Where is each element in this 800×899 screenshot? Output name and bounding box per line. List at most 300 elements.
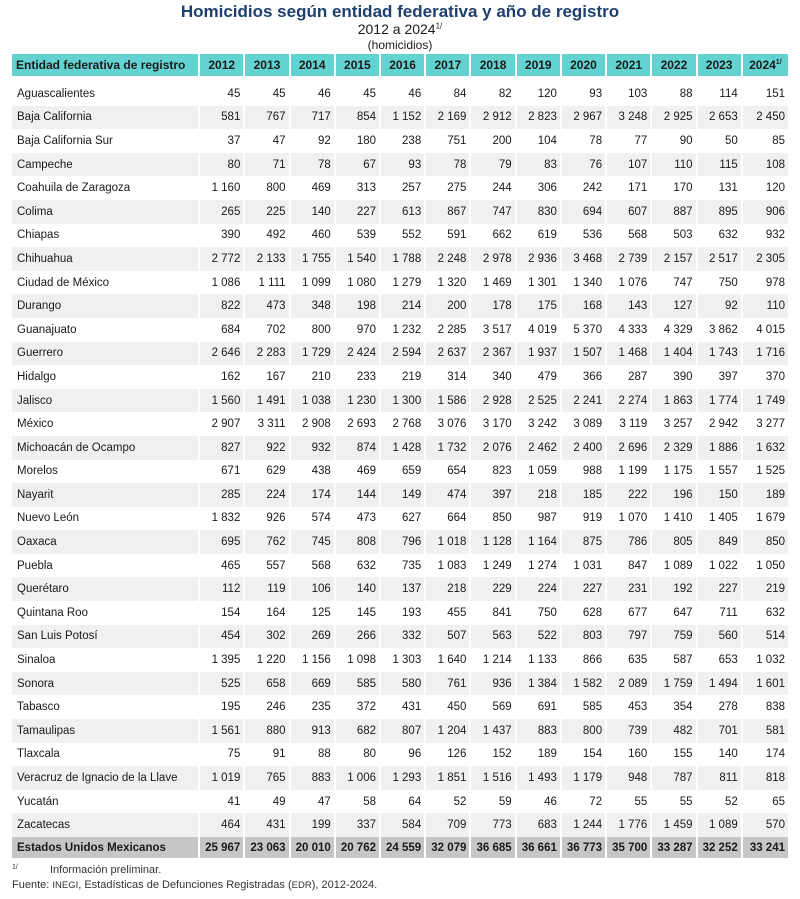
value-cell: 246 bbox=[245, 695, 290, 719]
value-cell: 55 bbox=[652, 790, 697, 814]
value-cell: 751 bbox=[426, 129, 471, 153]
value-cell: 2 329 bbox=[652, 436, 697, 460]
value-cell: 155 bbox=[652, 743, 697, 767]
value-cell: 2 424 bbox=[336, 342, 381, 366]
value-cell: 80 bbox=[200, 153, 245, 177]
value-cell: 2 517 bbox=[698, 247, 743, 271]
value-cell: 1 468 bbox=[607, 342, 652, 366]
value-cell: 140 bbox=[336, 577, 381, 601]
value-cell: 745 bbox=[291, 530, 336, 554]
value-cell: 1 937 bbox=[517, 342, 562, 366]
value-cell: 1 491 bbox=[245, 389, 290, 413]
value-cell: 1 788 bbox=[381, 247, 426, 271]
year-label: 2015 bbox=[344, 58, 371, 72]
value-cell: 120 bbox=[517, 82, 562, 106]
value-cell: 1 384 bbox=[517, 672, 562, 696]
year-footnote-mark: 1/ bbox=[775, 59, 782, 66]
value-cell: 372 bbox=[336, 695, 381, 719]
value-cell: 1 244 bbox=[562, 813, 607, 837]
value-cell: 210 bbox=[291, 365, 336, 389]
value-cell: 525 bbox=[200, 672, 245, 696]
value-cell: 701 bbox=[698, 719, 743, 743]
value-cell: 4 333 bbox=[607, 318, 652, 342]
year-label: 2013 bbox=[253, 58, 281, 72]
value-cell: 110 bbox=[743, 294, 788, 318]
value-cell: 474 bbox=[426, 483, 471, 507]
value-cell: 536 bbox=[562, 224, 607, 248]
value-cell: 552 bbox=[381, 224, 426, 248]
column-header-2012 bbox=[200, 54, 245, 76]
value-cell: 762 bbox=[245, 530, 290, 554]
value-cell: 75 bbox=[200, 743, 245, 767]
value-cell: 492 bbox=[245, 224, 290, 248]
value-cell: 659 bbox=[381, 460, 426, 484]
value-cell: 838 bbox=[765, 701, 785, 714]
value-cell: 1 301 bbox=[517, 271, 562, 295]
value-cell: 47 bbox=[245, 129, 290, 153]
units-label: (homicidios) bbox=[367, 38, 433, 52]
value-cell: 568 bbox=[291, 554, 336, 578]
source-suffix: ), 2012-2024. bbox=[311, 879, 378, 891]
total-value-cell: 36 661 bbox=[517, 837, 562, 858]
value-cell: 112 bbox=[200, 577, 245, 601]
value-cell: 1 459 bbox=[652, 813, 697, 837]
value-cell: 932 bbox=[291, 436, 336, 460]
year-label: 2022 bbox=[660, 58, 688, 72]
value-cell: 830 bbox=[517, 200, 562, 224]
value-cell: 1 320 bbox=[426, 271, 471, 295]
state-name: Ciudad de México bbox=[12, 271, 200, 295]
value-cell: 233 bbox=[336, 365, 381, 389]
value-cell: 127 bbox=[652, 294, 697, 318]
value-cell: 841 bbox=[471, 601, 516, 625]
value-cell: 2 693 bbox=[336, 412, 381, 436]
value-cell: 739 bbox=[607, 719, 652, 743]
value-cell: 773 bbox=[471, 813, 516, 837]
value-cell: 465 bbox=[200, 554, 245, 578]
table-row bbox=[12, 176, 788, 200]
state-name: Tamaulipas bbox=[12, 719, 200, 743]
value-cell: 235 bbox=[291, 695, 336, 719]
value-cell: 765 bbox=[245, 766, 290, 790]
state-name: Hidalgo bbox=[12, 365, 200, 389]
value-cell: 189 bbox=[517, 743, 562, 767]
value-cell: 71 bbox=[245, 153, 290, 177]
value-cell: 3 248 bbox=[607, 106, 652, 130]
table-row bbox=[12, 247, 788, 271]
value-cell: 1 886 bbox=[698, 436, 743, 460]
value-cell: 397 bbox=[471, 483, 516, 507]
value-cell: 1 405 bbox=[698, 507, 743, 531]
value-cell: 49 bbox=[245, 790, 290, 814]
value-cell: 200 bbox=[426, 294, 471, 318]
value-cell: 119 bbox=[245, 577, 290, 601]
value-cell: 55 bbox=[607, 790, 652, 814]
table-row bbox=[12, 365, 788, 389]
total-value-cell: 33 287 bbox=[652, 837, 697, 858]
value-cell: 224 bbox=[245, 483, 290, 507]
value-cell: 78 bbox=[562, 129, 607, 153]
value-cell: 332 bbox=[381, 625, 426, 649]
year-label: 2014 bbox=[298, 58, 326, 72]
value-cell: 1 507 bbox=[562, 342, 607, 366]
value-cell: 225 bbox=[245, 200, 290, 224]
column-header-2015 bbox=[336, 54, 381, 76]
value-cell: 1 032 bbox=[756, 654, 785, 667]
table-row bbox=[12, 625, 788, 649]
value-cell: 570 bbox=[743, 813, 788, 837]
value-cell: 79 bbox=[471, 153, 516, 177]
value-cell: 84 bbox=[426, 82, 471, 106]
page-title: Homicidios según entidad federativa y año de registro bbox=[180, 2, 620, 21]
state-name: Querétaro bbox=[12, 577, 200, 601]
value-cell: 104 bbox=[517, 129, 562, 153]
state-name: Morelos bbox=[12, 460, 200, 484]
value-cell: 747 bbox=[471, 200, 516, 224]
value-cell: 800 bbox=[291, 318, 336, 342]
state-name: Quintana Roo bbox=[12, 601, 200, 625]
value-cell: 2 241 bbox=[562, 389, 607, 413]
value-cell: 709 bbox=[426, 813, 471, 837]
value-cell: 180 bbox=[336, 129, 381, 153]
value-cell: 1 220 bbox=[245, 648, 290, 672]
value-cell: 1 098 bbox=[336, 648, 381, 672]
value-cell: 574 bbox=[291, 507, 336, 531]
value-cell: 2 274 bbox=[607, 389, 652, 413]
value-cell: 1 249 bbox=[471, 554, 516, 578]
value-cell: 750 bbox=[698, 271, 743, 295]
value-cell: 522 bbox=[517, 625, 562, 649]
value-cell: 2 089 bbox=[607, 672, 652, 696]
value-cell: 560 bbox=[698, 625, 743, 649]
value-cell: 1 179 bbox=[562, 766, 607, 790]
source-note bbox=[12, 879, 377, 891]
value-cell: 823 bbox=[471, 460, 516, 484]
value-cell: 514 bbox=[743, 625, 788, 649]
year-label: 2012 bbox=[208, 58, 236, 72]
value-cell: 796 bbox=[381, 530, 426, 554]
value-cell: 822 bbox=[200, 294, 245, 318]
value-cell: 3 242 bbox=[517, 412, 562, 436]
value-cell: 4 015 bbox=[756, 323, 785, 336]
value-cell: 932 bbox=[765, 229, 785, 242]
value-cell: 759 bbox=[652, 625, 697, 649]
value-cell: 2 696 bbox=[607, 436, 652, 460]
source-middle: , Estadísticas de Defunciones Registradas ( bbox=[78, 879, 292, 891]
value-cell: 196 bbox=[652, 483, 697, 507]
value-cell: 454 bbox=[200, 625, 245, 649]
column-header-2019 bbox=[517, 54, 562, 76]
value-cell: 464 bbox=[200, 813, 245, 837]
value-cell: 46 bbox=[517, 790, 562, 814]
value-cell: 584 bbox=[381, 813, 426, 837]
subtitle-footnote-mark: 1/ bbox=[435, 21, 443, 31]
value-cell: 58 bbox=[336, 790, 381, 814]
value-cell: 1 437 bbox=[471, 719, 516, 743]
value-cell: 1 152 bbox=[381, 106, 426, 130]
value-cell: 219 bbox=[743, 577, 788, 601]
value-cell: 354 bbox=[652, 695, 697, 719]
value-cell: 103 bbox=[607, 82, 652, 106]
year-label: 2024 bbox=[749, 58, 776, 72]
value-cell: 482 bbox=[652, 719, 697, 743]
value-cell: 337 bbox=[336, 813, 381, 837]
value-cell: 366 bbox=[562, 365, 607, 389]
value-cell: 2 462 bbox=[517, 436, 562, 460]
value-cell: 653 bbox=[698, 648, 743, 672]
value-cell: 683 bbox=[517, 813, 562, 837]
table-row bbox=[12, 389, 788, 413]
table-row bbox=[12, 342, 788, 366]
value-cell: 174 bbox=[291, 483, 336, 507]
value-cell: 140 bbox=[291, 200, 336, 224]
column-header-state: Entidad federativa de registro bbox=[12, 54, 200, 76]
value-cell: 50 bbox=[698, 129, 743, 153]
value-cell: 469 bbox=[336, 460, 381, 484]
page-subtitle bbox=[0, 21, 800, 37]
value-cell: 1 540 bbox=[336, 247, 381, 271]
value-cell: 1 006 bbox=[336, 766, 381, 790]
value-cell: 218 bbox=[426, 577, 471, 601]
total-row bbox=[12, 837, 788, 858]
total-value-cell: 23 063 bbox=[245, 837, 290, 858]
state-name: Zacatecas bbox=[12, 813, 200, 837]
value-cell: 635 bbox=[607, 648, 652, 672]
value-cell: 1 199 bbox=[607, 460, 652, 484]
state-name: Sonora bbox=[12, 672, 200, 696]
value-cell: 265 bbox=[200, 200, 245, 224]
state-name: Oaxaca bbox=[12, 530, 200, 554]
value-cell: 2 367 bbox=[471, 342, 516, 366]
value-cell: 922 bbox=[245, 436, 290, 460]
value-cell: 340 bbox=[471, 365, 516, 389]
value-cell: 77 bbox=[607, 129, 652, 153]
value-cell: 919 bbox=[562, 507, 607, 531]
value-cell: 67 bbox=[336, 153, 381, 177]
value-cell: 797 bbox=[607, 625, 652, 649]
value-cell: 1 031 bbox=[562, 554, 607, 578]
value-cell: 1 404 bbox=[652, 342, 697, 366]
table-row bbox=[12, 507, 788, 531]
value-cell: 887 bbox=[652, 200, 697, 224]
value-cell: 619 bbox=[517, 224, 562, 248]
footnote bbox=[12, 864, 161, 876]
value-cell: 397 bbox=[698, 365, 743, 389]
value-cell: 90 bbox=[652, 129, 697, 153]
value-cell: 735 bbox=[381, 554, 426, 578]
value-cell: 242 bbox=[562, 176, 607, 200]
value-cell: 2 967 bbox=[562, 106, 607, 130]
value-cell: 2 133 bbox=[245, 247, 290, 271]
subtitle-years: 2012 a 2024 bbox=[357, 21, 436, 37]
value-cell: 131 bbox=[698, 176, 743, 200]
value-cell: 151 bbox=[765, 87, 785, 100]
value-cell: 662 bbox=[471, 224, 516, 248]
value-cell: 1 019 bbox=[200, 766, 245, 790]
value-cell: 92 bbox=[291, 129, 336, 153]
year-label: 2018 bbox=[479, 58, 507, 72]
value-cell: 231 bbox=[607, 577, 652, 601]
year-label: 2016 bbox=[389, 58, 416, 72]
value-cell: 390 bbox=[200, 224, 245, 248]
table-row bbox=[12, 224, 788, 248]
value-cell: 3 119 bbox=[607, 412, 652, 436]
value-cell: 52 bbox=[698, 790, 743, 814]
value-cell: 1 303 bbox=[381, 648, 426, 672]
value-cell: 1 080 bbox=[336, 271, 381, 295]
value-cell: 1 018 bbox=[426, 530, 471, 554]
value-cell: 96 bbox=[381, 743, 426, 767]
value-cell: 154 bbox=[200, 601, 245, 625]
value-cell: 1 560 bbox=[200, 389, 245, 413]
value-cell: 695 bbox=[200, 530, 245, 554]
value-cell: 59 bbox=[471, 790, 516, 814]
state-name: Chihuahua bbox=[12, 247, 200, 271]
source-edr: EDR bbox=[291, 880, 312, 891]
value-cell: 199 bbox=[291, 813, 336, 837]
value-cell: 453 bbox=[607, 695, 652, 719]
value-cell: 370 bbox=[765, 370, 785, 383]
value-cell: 2 305 bbox=[743, 247, 788, 271]
value-cell: 2 157 bbox=[652, 247, 697, 271]
value-cell: 987 bbox=[517, 507, 562, 531]
value-cell: 1 557 bbox=[698, 460, 743, 484]
value-cell: 1 204 bbox=[426, 719, 471, 743]
value-cell: 3 076 bbox=[426, 412, 471, 436]
value-cell: 2 908 bbox=[291, 412, 336, 436]
value-cell: 2 400 bbox=[562, 436, 607, 460]
value-cell: 628 bbox=[562, 601, 607, 625]
value-cell: 143 bbox=[607, 294, 652, 318]
total-value-cell: 35 700 bbox=[607, 837, 652, 858]
value-cell: 164 bbox=[245, 601, 290, 625]
value-cell: 1 099 bbox=[291, 271, 336, 295]
value-cell: 2 283 bbox=[245, 342, 290, 366]
value-cell: 219 bbox=[381, 365, 426, 389]
value-cell: 750 bbox=[517, 601, 562, 625]
value-cell: 2 739 bbox=[607, 247, 652, 271]
value-cell: 557 bbox=[245, 554, 290, 578]
value-cell: 711 bbox=[698, 601, 743, 625]
value-cell: 580 bbox=[381, 672, 426, 696]
state-name: San Luis Potosí bbox=[12, 625, 200, 649]
value-cell: 682 bbox=[336, 719, 381, 743]
value-cell: 82 bbox=[471, 82, 516, 106]
value-cell: 160 bbox=[607, 743, 652, 767]
value-cell: 883 bbox=[517, 719, 562, 743]
value-cell: 1 086 bbox=[200, 271, 245, 295]
value-cell: 92 bbox=[698, 294, 743, 318]
value-cell: 1 175 bbox=[652, 460, 697, 484]
value-cell: 988 bbox=[562, 460, 607, 484]
value-cell: 632 bbox=[765, 606, 785, 619]
value-cell: 1 494 bbox=[698, 672, 743, 696]
value-cell: 787 bbox=[652, 766, 697, 790]
value-cell: 1 743 bbox=[698, 342, 743, 366]
value-cell: 1 469 bbox=[471, 271, 516, 295]
value-cell: 1 076 bbox=[607, 271, 652, 295]
value-cell: 144 bbox=[336, 483, 381, 507]
year-label: 2023 bbox=[705, 58, 733, 72]
value-cell: 313 bbox=[336, 176, 381, 200]
value-cell: 2 594 bbox=[381, 342, 426, 366]
value-cell: 1 410 bbox=[652, 507, 697, 531]
value-cell: 1 230 bbox=[336, 389, 381, 413]
value-cell: 1 022 bbox=[698, 554, 743, 578]
value-cell: 664 bbox=[426, 507, 471, 531]
value-cell: 2 525 bbox=[517, 389, 562, 413]
value-cell: 1 776 bbox=[607, 813, 652, 837]
value-cell: 1 640 bbox=[426, 648, 471, 672]
value-cell: 671 bbox=[200, 460, 245, 484]
value-cell: 1 755 bbox=[291, 247, 336, 271]
value-cell: 185 bbox=[562, 483, 607, 507]
year-label: 2017 bbox=[434, 58, 462, 72]
value-cell: 2 248 bbox=[426, 247, 471, 271]
value-cell: 88 bbox=[291, 743, 336, 767]
table-row bbox=[12, 271, 788, 295]
value-cell: 694 bbox=[562, 200, 607, 224]
value-cell: 229 bbox=[471, 577, 516, 601]
value-cell: 563 bbox=[471, 625, 516, 649]
value-cell: 702 bbox=[245, 318, 290, 342]
value-cell: 880 bbox=[245, 719, 290, 743]
value-cell: 585 bbox=[562, 695, 607, 719]
value-cell: 632 bbox=[336, 554, 381, 578]
value-cell: 1 038 bbox=[291, 389, 336, 413]
value-cell: 1 089 bbox=[652, 554, 697, 578]
value-cell: 285 bbox=[200, 483, 245, 507]
value-cell: 539 bbox=[336, 224, 381, 248]
value-cell: 850 bbox=[471, 507, 516, 531]
value-cell: 807 bbox=[381, 719, 426, 743]
value-cell: 3 170 bbox=[471, 412, 516, 436]
value-cell: 93 bbox=[381, 153, 426, 177]
state-name: Campeche bbox=[12, 153, 200, 177]
value-cell: 46 bbox=[381, 82, 426, 106]
value-cell: 632 bbox=[698, 224, 743, 248]
value-cell: 76 bbox=[562, 153, 607, 177]
value-cell: 684 bbox=[200, 318, 245, 342]
state-name: Nayarit bbox=[12, 483, 200, 507]
value-cell: 47 bbox=[291, 790, 336, 814]
value-cell: 46 bbox=[291, 82, 336, 106]
total-value-cell: 32 079 bbox=[426, 837, 471, 858]
state-name: Michoacán de Ocampo bbox=[12, 436, 200, 460]
value-cell: 78 bbox=[291, 153, 336, 177]
value-cell: 2 653 bbox=[698, 106, 743, 130]
value-cell: 591 bbox=[426, 224, 471, 248]
state-name: Coahuila de Zaragoza bbox=[12, 176, 200, 200]
value-cell: 1 516 bbox=[471, 766, 516, 790]
value-cell: 2 169 bbox=[426, 106, 471, 130]
source-prefix: Fuente: bbox=[12, 879, 53, 891]
value-cell: 1 601 bbox=[743, 672, 788, 696]
value-cell: 1 232 bbox=[381, 318, 426, 342]
value-cell: 189 bbox=[743, 483, 788, 507]
value-cell: 1 863 bbox=[652, 389, 697, 413]
value-cell: 150 bbox=[698, 483, 743, 507]
value-cell: 431 bbox=[381, 695, 426, 719]
value-cell: 1 070 bbox=[607, 507, 652, 531]
value-cell: 2 637 bbox=[426, 342, 471, 366]
value-cell: 581 bbox=[200, 106, 245, 130]
value-cell: 3 257 bbox=[652, 412, 697, 436]
total-value-cell: 36 773 bbox=[562, 837, 607, 858]
value-cell: 174 bbox=[765, 748, 785, 761]
column-header-2023 bbox=[698, 54, 743, 76]
state-name: Aguascalientes bbox=[12, 82, 200, 106]
